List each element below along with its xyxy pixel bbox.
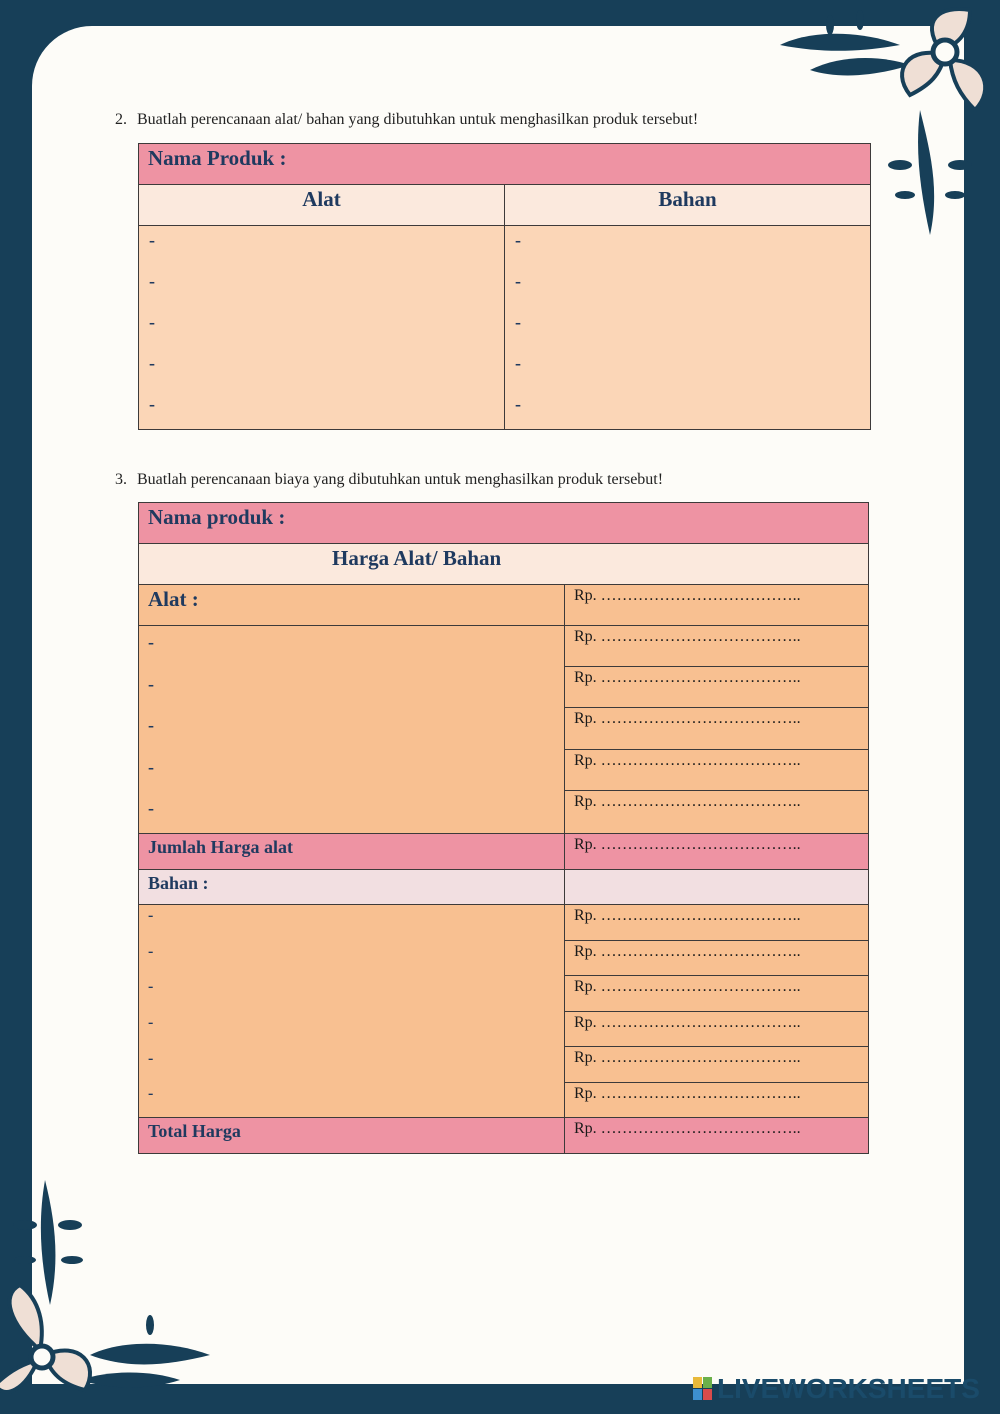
bahan-price-cell-6[interactable] <box>564 1082 869 1118</box>
bahan-section-label: Bahan : <box>148 873 209 893</box>
alat-price-5: Rp. ……………………………….. <box>574 793 801 810</box>
cost-alat-item-1: - <box>148 632 154 652</box>
cost-alat-item-3: - <box>148 715 154 735</box>
bahan-price-1: Rp. ……………………………….. <box>574 907 801 924</box>
alat-price-2: Rp. ……………………………….. <box>574 669 801 686</box>
jumlah-harga-alat-price-cell[interactable] <box>564 833 869 870</box>
jumlah-harga-alat-label: Jumlah Harga alat <box>148 837 294 857</box>
alat-items-cell[interactable] <box>138 625 565 834</box>
cost-alat-item-2: - <box>148 674 154 694</box>
liveworksheets-logo <box>693 1375 993 1403</box>
alat-price-cell-4[interactable] <box>564 749 869 791</box>
bahan-header-price-cell[interactable] <box>564 869 869 905</box>
cost-bahan-item-1: - <box>148 907 154 924</box>
cost-bahan-item-3: - <box>148 978 154 995</box>
question-3 <box>115 471 663 489</box>
liveworksheets-logo-icon <box>693 1377 713 1401</box>
alat-section-label-cell <box>138 584 565 626</box>
alat-list-cell[interactable] <box>138 225 505 430</box>
bahan-price-cell-3[interactable] <box>564 975 869 1012</box>
alat-price-1: Rp. ……………………………….. <box>574 628 801 645</box>
question-3-number: 3. <box>115 471 127 488</box>
cost-bahan-item-6: - <box>148 1085 154 1102</box>
column-header-alat-label: Alat <box>302 187 341 211</box>
alat-item-2: - <box>149 271 155 291</box>
bahan-price-cell-4[interactable] <box>564 1011 869 1047</box>
bahan-price-cell-5[interactable] <box>564 1046 869 1083</box>
alat-item-3: - <box>149 312 155 332</box>
cost-alat-item-4: - <box>148 757 154 777</box>
cost-bahan-item-4: - <box>148 1014 154 1031</box>
alat-header-price-cell[interactable] <box>564 584 869 626</box>
bahan-section-label-cell <box>138 869 565 905</box>
alat-header-price: Rp. ……………………………….. <box>574 587 801 604</box>
alat-section-label: Alat : <box>148 587 199 611</box>
jumlah-harga-alat-price: Rp. ……………………………….. <box>574 836 801 853</box>
bahan-price-6: Rp. ……………………………….. <box>574 1085 801 1102</box>
cost-alat-item-5: - <box>148 798 154 818</box>
jumlah-harga-alat-cell <box>138 833 565 870</box>
cost-header-label: Harga Alat/ Bahan <box>332 546 502 570</box>
bahan-item-3: - <box>515 312 521 332</box>
bahan-price-cell-1[interactable] <box>564 904 869 941</box>
bahan-item-4: - <box>515 353 521 373</box>
bahan-price-5: Rp. ……………………………….. <box>574 1049 801 1066</box>
bahan-item-1: - <box>515 230 521 250</box>
cost-bahan-item-2: - <box>148 943 154 960</box>
column-header-bahan <box>504 184 871 226</box>
alat-price-cell-1[interactable] <box>564 625 869 667</box>
column-header-alat <box>138 184 505 226</box>
bahan-list-cell[interactable] <box>504 225 871 430</box>
alat-price-3: Rp. ……………………………….. <box>574 710 801 727</box>
bahan-price-cell-2[interactable] <box>564 940 869 976</box>
bahan-items-cell[interactable] <box>138 904 565 1118</box>
bahan-price-2: Rp. ……………………………….. <box>574 943 801 960</box>
bahan-item-2: - <box>515 271 521 291</box>
alat-price-cell-5[interactable] <box>564 790 869 834</box>
question-2-number: 2. <box>115 111 127 128</box>
cost-product-name-label: Nama produk : <box>148 505 286 529</box>
cost-header-row <box>138 543 869 585</box>
cost-bahan-item-5: - <box>148 1050 154 1067</box>
total-harga-price-cell[interactable] <box>564 1117 869 1154</box>
column-header-bahan-label: Bahan <box>658 187 717 211</box>
bahan-item-5: - <box>515 394 521 414</box>
total-harga-cell <box>138 1117 565 1154</box>
product-name-row[interactable] <box>138 143 871 185</box>
product-name-label: Nama Produk : <box>148 146 287 170</box>
alat-price-4: Rp. ……………………………….. <box>574 752 801 769</box>
alat-price-cell-2[interactable] <box>564 666 869 708</box>
total-harga-label: Total Harga <box>148 1121 241 1141</box>
cost-product-name-row[interactable] <box>138 502 869 544</box>
alat-item-1: - <box>149 230 155 250</box>
alat-item-5: - <box>149 394 155 414</box>
alat-item-4: - <box>149 353 155 373</box>
flower-ornament-bottom-left-icon <box>0 1175 215 1414</box>
total-harga-price: Rp. ……………………………….. <box>574 1120 801 1137</box>
liveworksheets-logo-text: LIVEWORKSHEETS <box>717 1373 980 1404</box>
bahan-price-4: Rp. ……………………………….. <box>574 1014 801 1031</box>
question-2 <box>115 111 698 129</box>
question-3-text: Buatlah perencanaan biaya yang dibutuhkan untuk menghasilkan produk tersebut! <box>137 471 664 488</box>
question-2-text: Buatlah perencanaan alat/ bahan yang dibutuhkan untuk menghasilkan produk tersebut! <box>137 111 699 128</box>
alat-price-cell-3[interactable] <box>564 707 869 750</box>
bahan-price-3: Rp. ……………………………….. <box>574 978 801 995</box>
